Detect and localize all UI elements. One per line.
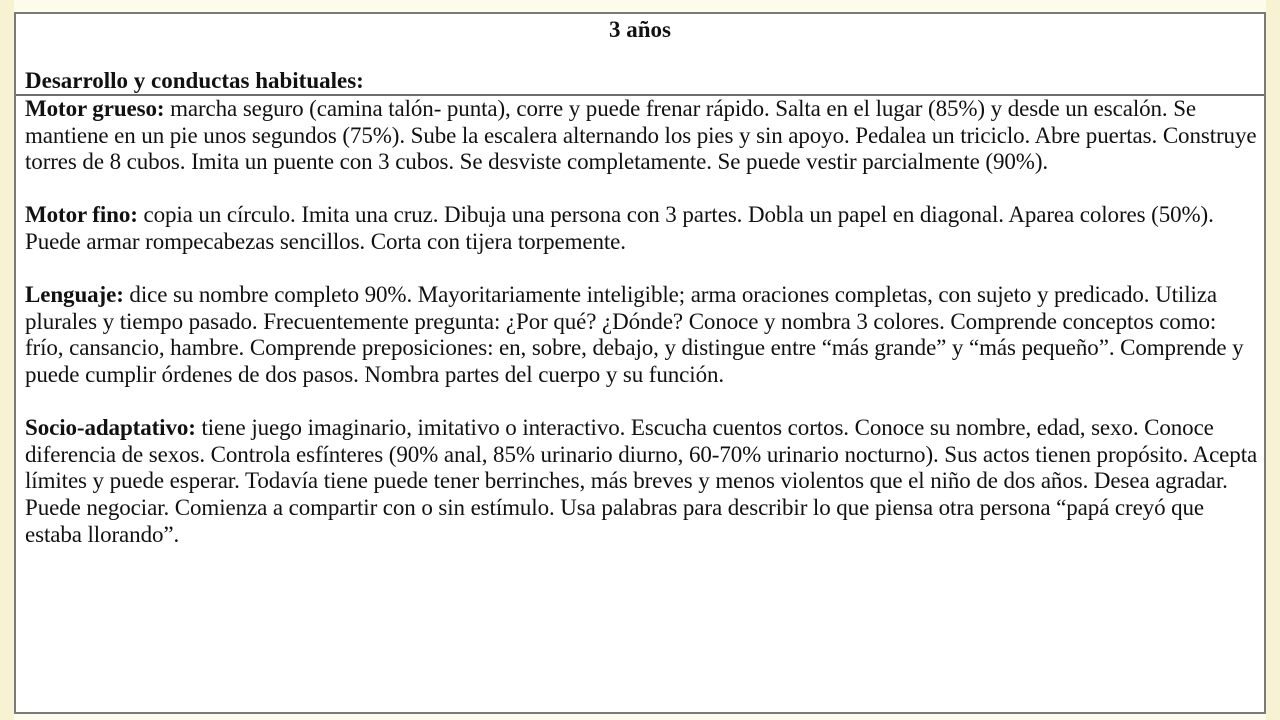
page-background-left (0, 0, 14, 720)
page-background-right (1266, 0, 1280, 720)
paragraph-motor-grueso (25, 96, 1258, 176)
label-motor-grueso: Motor grueso: (25, 96, 165, 121)
paragraph-motor-fino (25, 202, 1258, 255)
label-socio-adaptativo: Socio-adaptativo: (25, 415, 196, 441)
document-title: 3 años (609, 17, 671, 42)
text-lenguaje: dice su nombre completo 90%. Mayoritariamente inteligible; arma oraciones completas, con sujeto y predicado. Utiliza plurales y tiempo pasado. Frecuentemente pregunta: ¿Por qué? ¿Dónde? Conoce y nombra 3 colores. Comprende conceptos como: frío, cansancio, hambre. Comprende preposiciones: en, sobre, debajo, y distingue entre “más grande” y “más pequeño”. Comprende y puede cumplir órdenes de dos pasos. Nombra partes del cuerpo y su función. (25, 282, 1244, 387)
section-subheading: Desarrollo y conductas habituales: (25, 68, 364, 93)
paragraph-lenguaje (25, 282, 1258, 388)
document-table (14, 12, 1266, 714)
label-motor-fino: Motor fino: (25, 202, 138, 228)
paragraph-socio-adaptativo (25, 415, 1258, 548)
text-motor-fino: copia un círculo. Imita una cruz. Dibuja una persona con 3 partes. Dobla un papel en diagonal. Aparea colores (50%). Puede armar rompecabezas sencillos. Corta con tijera torpemente. (25, 202, 1214, 254)
text-socio-adaptativo: tiene juego imaginario, imitativo o interactivo. Escucha cuentos cortos. Conoce su nombre, edad, sexo. Conoce diferencia de sexos. Controla esfínteres (90% anal, 85% urinario diurno, 60-70% urinario nocturno). Sus actos tienen propósito. Acepta límites y puede esperar. Todavía tiene puede tener berrinches, más breves y menos violentos que el niño de dos años. Desea agradar. Puede negociar. Comienza a compartir con o sin estímulo. Usa palabras para describir lo que piensa otra persona “papá creyó que estaba llorando”. (25, 415, 1258, 547)
text-motor-grueso: marcha seguro (camina talón- punta), corre y puede frenar rápido. Salta en el lugar (85%) y desde un escalón. Se mantiene en un pie unos segundos (75%). Sube la escalera alternando los pies y sin apoyo. Pedalea un triciclo. Abre puertas. Construye torres de 8 cubos. Imita un puente con 3 cubos. Se desviste completamente. Se puede vestir parcialmente (90%). (25, 96, 1257, 175)
content-cell (16, 96, 1264, 548)
title-row (16, 14, 1264, 96)
label-lenguaje: Lenguaje: (25, 282, 124, 308)
